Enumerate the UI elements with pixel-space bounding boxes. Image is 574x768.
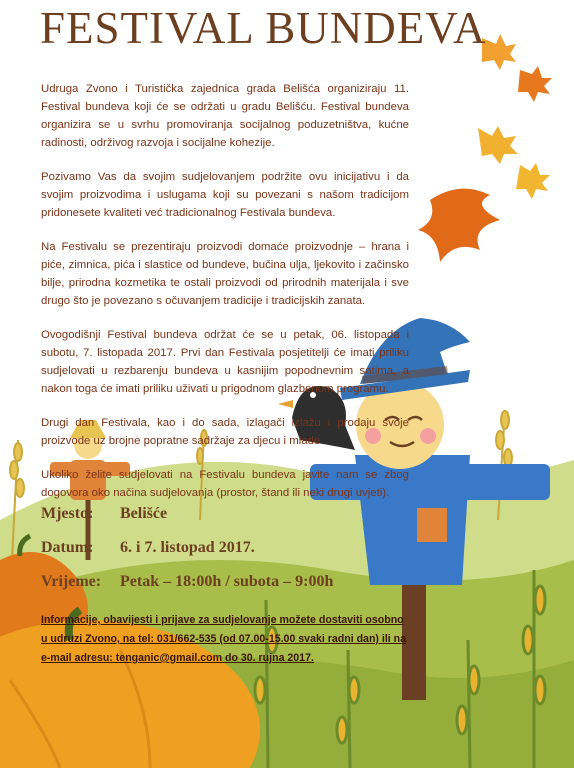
paragraph-second-day: Drugi dan Festivala, kao i do sada, izlagači izlažu i prodaju svoje proizvode uz brojne popratne sadržaje za djecu i mlade. bbox=[41, 417, 409, 447]
location-row bbox=[41, 497, 421, 531]
contact-note: Informacije, obavijesti i prijave za sudjelovanje možete dostaviti osobno u udruzi Zvono, na tel: 031/662-535 (od 07.00-15.00 svaki radni dan) ili na e-mail adresu: tenganic@gmail.com do 30. rujna 2017. bbox=[41, 614, 407, 664]
location-label: Mjesto: bbox=[41, 505, 94, 522]
location-value: Belišće bbox=[120, 505, 168, 522]
body-text bbox=[41, 80, 409, 518]
paragraph-intro: Udruga Zvono i Turistička zajednica grada Belišća organiziraju 11. Festival bundeva koji će se održati u gradu Belišću. Festival bundeva organizira se u svrhu promoviranja socijalnog poduzetništva, kućne radinosti, održivog razvoja i socijalne kohezije. bbox=[41, 83, 409, 149]
paragraph-participation: Ukoliko želite sudjelovati na Festivalu bundeva javite nam se zbog dogovora oko načina sudjelovanja (prostor, štand ili neki drugi uvjeti). bbox=[41, 469, 409, 499]
event-details bbox=[41, 497, 421, 599]
date-row bbox=[41, 531, 421, 565]
paragraph-products: Na Festivalu se prezentiraju proizvodi domaće proizvodnje – hrana i piće, zimnica, pića i slastice od bundeve, bučina ulja, ljekovito i začinsko bilje, prirodna kozmetika te ostali proizvodi od prirodnih materijala i sve drugo što je povezano s očuvanjem tradicije i tradicijskih zanata. bbox=[41, 241, 409, 307]
autumn-leaves bbox=[418, 34, 552, 262]
date-value: 6. i 7. listopad 2017. bbox=[120, 539, 255, 556]
paragraph-schedule: Ovogodišnji Festival bundeva održat će se u petak, 06. listopada i subotu, 7. listopada 2017. Prvi dan Festivala posjetitelji će imati priliku sudjelovati u rezbarenju bundeva u kasnijim popodnevnim satima, a nakon toga će imati priliku uživati u prigodnom glazbenom programu. bbox=[41, 329, 409, 395]
paragraph-invitation: Pozivamo Vas da svojim sudjelovanjem podržite ovu inicijativu i da svojim proizvodima i uslugama koji su povezani s našom tradicijom pridonesete kvaliteti već tradicionalnog Festivala bundeva. bbox=[41, 171, 409, 219]
time-label: Vrijeme: bbox=[41, 573, 102, 590]
page-title: FESTIVAL BUNDEVA bbox=[40, 3, 487, 53]
date-label: Datum: bbox=[41, 539, 94, 556]
time-row bbox=[41, 565, 421, 599]
time-value: Petak – 18:00h / subota – 9:00h bbox=[120, 573, 334, 590]
